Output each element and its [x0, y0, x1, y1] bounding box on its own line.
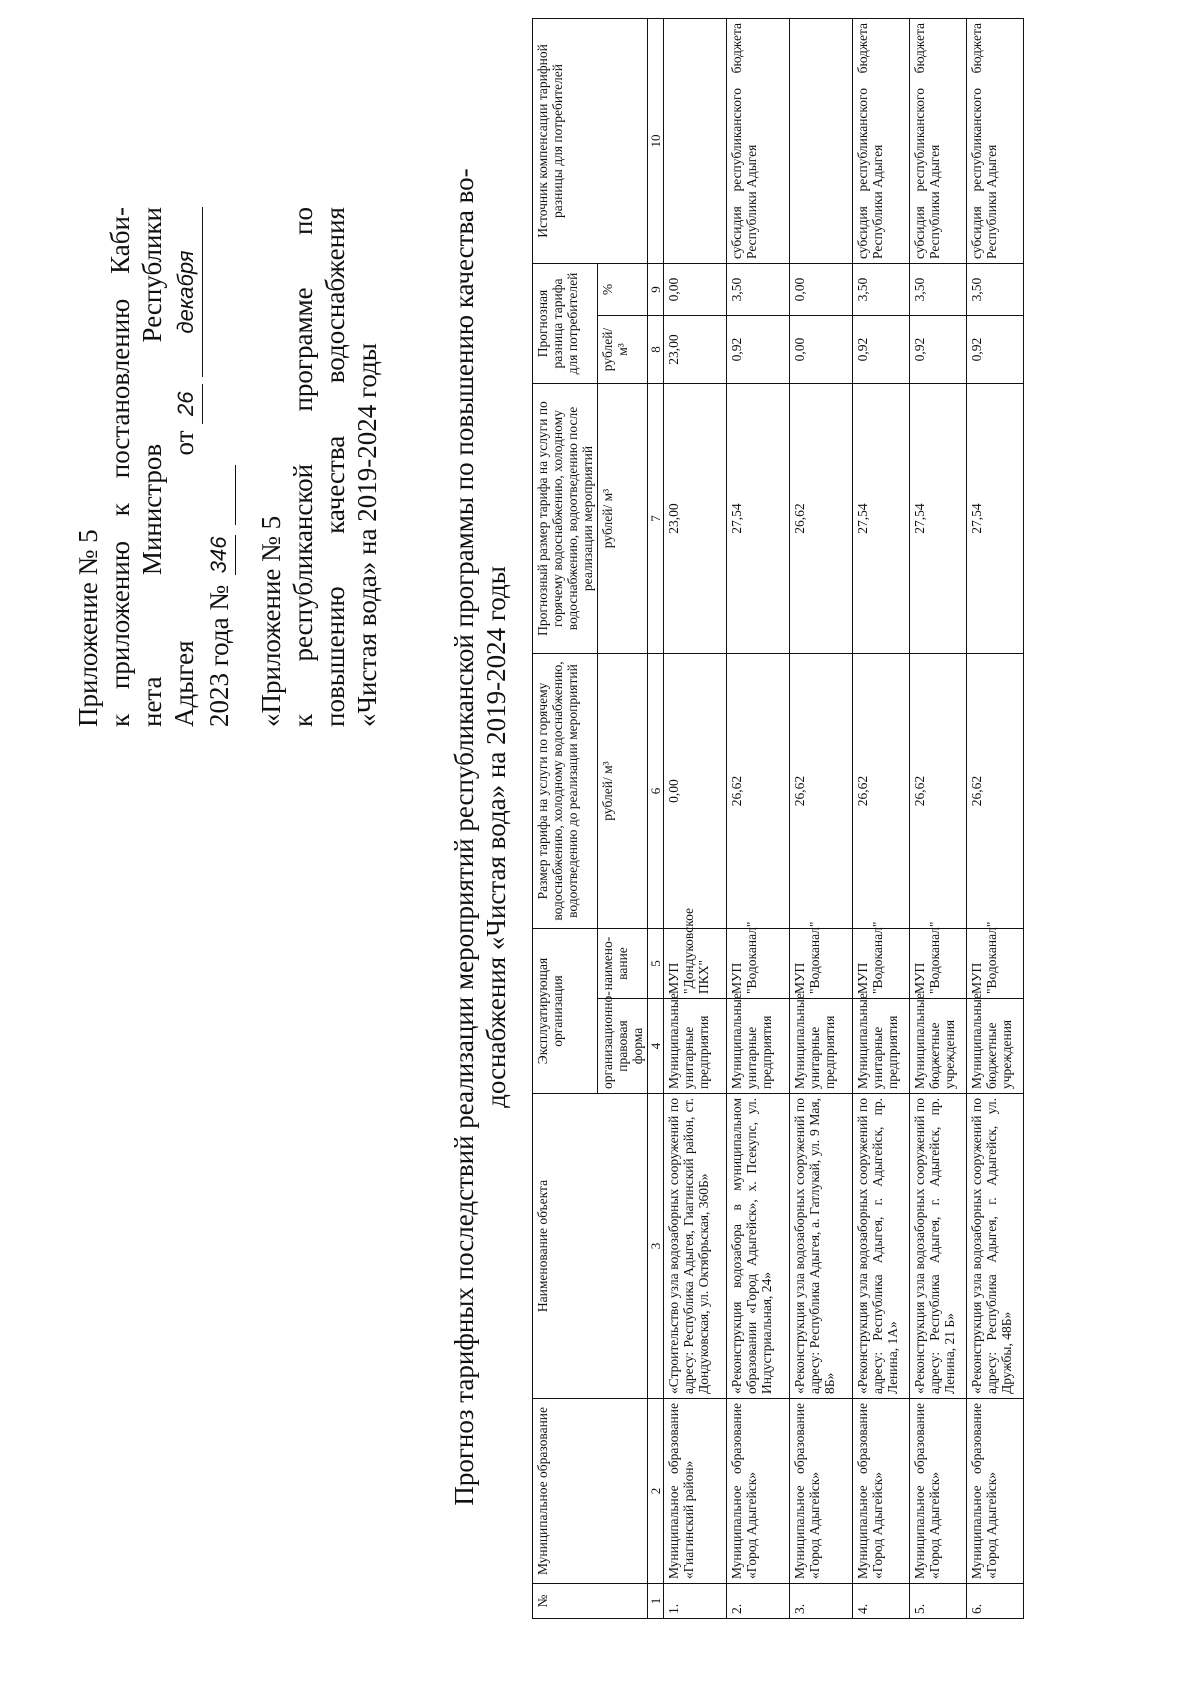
row-num: 4. [853, 1584, 910, 1619]
page-title-line2: доснабжения «Чистая вода» на 2019-2024 годы [481, 566, 511, 1108]
header-source: Источник компенсации тарифной разницы для потребителей [533, 18, 648, 263]
row-tariff-before: 26,62 [967, 654, 1024, 929]
column-number: 4 [648, 999, 664, 1094]
row-municipality: Муниципальное образование «Гиагинский район» [664, 1399, 727, 1584]
row-source: субсидия республиканского бюджета Республики Адыгея [727, 18, 790, 263]
appendix-line1: Приложение № 5 [73, 529, 103, 727]
row-diff-rub: 0,00 [790, 316, 853, 384]
row-diff-rub: 0,92 [727, 316, 790, 384]
row-num: 5. [910, 1584, 967, 1619]
row-tariff-before: 26,62 [910, 654, 967, 929]
program-word: водоснабжения [320, 207, 350, 384]
row-tariff-before: 26,62 [853, 654, 910, 929]
row-name: МУП "Водоканал" [853, 929, 910, 999]
appendix-word: Республики [137, 207, 167, 343]
row-diff-pct: 0,00 [664, 263, 727, 315]
program-word: республиканской [288, 463, 318, 662]
row-diff-pct: 3,50 [967, 263, 1024, 315]
column-number: 7 [648, 384, 664, 654]
row-diff-rub: 23,00 [664, 316, 727, 384]
column-number: 8 [648, 316, 664, 384]
appendix-word: 2023 года № [204, 584, 234, 727]
program-word: по [288, 207, 318, 235]
row-municipality: Муниципальное образование «Город Адыгейск» [910, 1399, 967, 1584]
appendix-word: приложению [105, 541, 135, 690]
row-name: МУП "Дондуковское ПКХ" [664, 929, 727, 999]
row-name: МУП "Водоканал" [727, 929, 790, 999]
row-diff-rub: 0,92 [853, 316, 910, 384]
row-tariff-after: 27,54 [910, 384, 967, 654]
row-tariff-after: 23,00 [664, 384, 727, 654]
header-unit-diff: рублей/ м³ [598, 316, 648, 384]
table-row [727, 18, 790, 1618]
row-source [790, 18, 853, 263]
row-tariff-after: 26,62 [790, 384, 853, 654]
row-form: Муниципальные унитарные предприятия [664, 999, 727, 1094]
header-object: Наименование объекта [533, 1094, 648, 1399]
table-row [967, 18, 1024, 1618]
decree-number: 346 [203, 535, 236, 575]
decree-month: декабря [170, 207, 203, 377]
column-number: 10 [648, 18, 664, 263]
appendix-header [72, 207, 236, 727]
program-line1: «Приложение № 5 [256, 515, 286, 727]
row-object: «Реконструкция узла водозаборных сооружений по адресу: Республика Адыгея, а. Гатлукай, ул. 9 Мая, 8Б» [790, 1094, 853, 1399]
row-municipality: Муниципальное образование «Город Адыгейск» [967, 1399, 1024, 1584]
row-municipality: Муниципальное образование «Город Адыгейск» [790, 1399, 853, 1584]
row-source: субсидия республиканского бюджета Республики Адыгея [853, 18, 910, 263]
appendix-word: Каби- [105, 207, 135, 274]
row-num: 6. [967, 1584, 1024, 1619]
header-num: № [533, 1584, 648, 1619]
page-title-line1: Прогноз тарифных последствий реализации мероприятий республиканской программы по повышению качества во- [449, 168, 479, 1506]
row-diff-rub: 0,92 [967, 316, 1024, 384]
row-object: «Реконструкция узла водозаборных сооружений по адресу: Республика Адыгея, г. Адыгейск, пр. Ленина, 21 Б» [910, 1094, 967, 1399]
column-number: 6 [648, 654, 664, 929]
table-row [790, 18, 853, 1618]
appendix-word: к [105, 503, 135, 517]
header-tariff-after: Прогнозный размер тарифа на услуги по горячему водоснабжению, холодному водоснабжению, водоотведению после реализации мероприятий [533, 384, 598, 654]
column-number: 5 [648, 929, 664, 999]
column-number: 1 [648, 1584, 664, 1619]
header-municipality: Муниципальное образование [533, 1399, 648, 1584]
row-form: Муниципальные бюджетные учреждения [910, 999, 967, 1094]
decree-number-blank [203, 465, 236, 525]
row-source: субсидия республиканского бюджета Республики Адыгея [910, 18, 967, 263]
header-difference: Прогнозная разница тарифа для потребителей [533, 263, 598, 383]
header-operator: Эксплуатирующая организация [533, 929, 598, 1094]
table-row [910, 18, 967, 1618]
row-diff-pct: 3,50 [853, 263, 910, 315]
row-name: МУП "Водоканал" [790, 929, 853, 999]
page-title [448, 37, 512, 1637]
program-line4: «Чистая вода» на 2019-2024 годы [352, 343, 382, 727]
row-num: 3. [790, 1584, 853, 1619]
row-form: Муниципальные унитарные предприятия [790, 999, 853, 1094]
row-tariff-after: 27,54 [967, 384, 1024, 654]
row-tariff-before: 0,00 [664, 654, 727, 929]
row-source: субсидия республиканского бюджета Республики Адыгея [967, 18, 1024, 263]
row-object: «Реконструкция узла водозаборных сооружений по адресу: Республика Адыгея, г. Адыгейск, пр. Ленина, 1А» [853, 1094, 910, 1399]
row-num: 2. [727, 1584, 790, 1619]
header-unit-after: рублей/ м³ [598, 384, 648, 654]
header-operator-name: наимено-вание [598, 929, 648, 999]
row-tariff-after: 27,54 [853, 384, 910, 654]
row-name: МУП "Водоканал" [967, 929, 1024, 999]
row-municipality: Муниципальное образование «Город Адыгейск» [853, 1399, 910, 1584]
row-diff-pct: 3,50 [727, 263, 790, 315]
appendix-word: к [105, 713, 135, 727]
header-unit-before: рублей/ м³ [598, 654, 648, 929]
row-name: МУП "Водоканал" [910, 929, 967, 999]
tariff-forecast-table [532, 18, 1024, 1619]
column-number: 2 [648, 1399, 664, 1584]
header-unit-pct: % [598, 263, 648, 315]
row-object: «Реконструкция водозабора в муниципальном образовании «Город Адыгейск», х. Псекупс, ул. Индустриальная, 24» [727, 1094, 790, 1399]
table-row [853, 18, 910, 1618]
row-diff-pct: 0,00 [790, 263, 853, 315]
row-num: 1. [664, 1584, 727, 1619]
appendix-word: Адыгея [169, 640, 199, 727]
appendix-word: от [169, 430, 199, 456]
row-diff-pct: 3,50 [910, 263, 967, 315]
row-object: «Реконструкция узла водозаборных сооружений по адресу: Республика Адыгея, г. Адыгейск, ул. Дружбы, 48Б» [967, 1094, 1024, 1399]
decree-day: 26 [170, 384, 203, 424]
row-form: Муниципальные унитарные предприятия [727, 999, 790, 1094]
program-word: программе [288, 287, 318, 412]
table-row [664, 18, 727, 1618]
appendix-word: постановлению [105, 298, 135, 479]
row-tariff-before: 26,62 [790, 654, 853, 929]
row-diff-rub: 0,92 [910, 316, 967, 384]
row-form: Муниципальные бюджетные учреждения [967, 999, 1024, 1094]
program-header [255, 207, 383, 727]
row-object: «Строительство узла водозаборных сооружений по адресу: Республика Адыгея, Гиагинский район, ст. Дондуковская, ул. Октябрьская, 360Б» [664, 1094, 727, 1399]
program-word: к [288, 713, 318, 727]
row-source [664, 18, 727, 263]
program-word: качества [320, 435, 350, 534]
row-tariff-after: 27,54 [727, 384, 790, 654]
header-operator-form: организационно-правовая форма [598, 999, 648, 1094]
row-municipality: Муниципальное образование «Город Адыгейск» [727, 1399, 790, 1584]
column-number: 3 [648, 1094, 664, 1399]
row-tariff-before: 26,62 [727, 654, 790, 929]
program-word: повышению [320, 586, 350, 727]
appendix-word: нета [137, 676, 167, 727]
appendix-word: Министров [137, 443, 167, 576]
header-tariff-before: Размер тарифа на услуги по горячему водоснабжению, холодному водоснабжению, водоотведению до реализации мероприятий [533, 654, 598, 929]
column-numbers-row [648, 18, 664, 1618]
row-form: Муниципальные унитарные предприятия [853, 999, 910, 1094]
column-number: 9 [648, 263, 664, 315]
